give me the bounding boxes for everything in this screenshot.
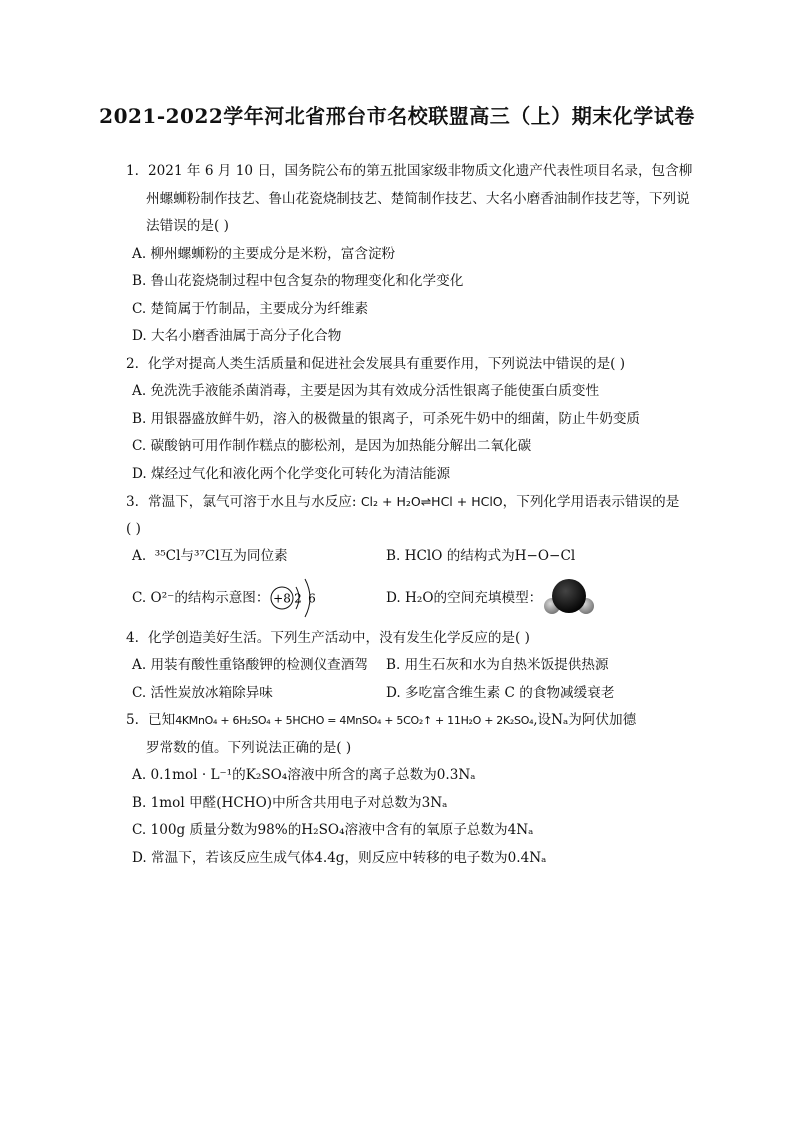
option-letter: A. <box>132 548 155 564</box>
question-3-line-2: ( ) <box>126 520 141 537</box>
oxygen-atom <box>552 579 586 613</box>
chemical-equation: 4KMnO₄ + 6H₂SO₄ + 5HCHO = 4MnSO₄ + 5CO₂↑ + 11H₂O + 2K₂SO₄ <box>175 714 534 727</box>
question-3-line-1 <box>126 488 696 516</box>
question-1-line-1 <box>126 158 696 186</box>
question-5-option-d: D. 常温下，若该反应生成气体4.4g，则反应中转移的电子数为0.4Nₐ <box>132 849 547 866</box>
question-4-options-ab <box>126 652 696 680</box>
question-3-option-c <box>126 571 386 625</box>
question-5-option-b: B. 1mol 甲醛(HCHO)中所含共用电子对总数为3Nₐ <box>132 794 448 811</box>
nucleus-charge: +8 <box>273 591 292 605</box>
question-1-option-a: A. 柳州螺蛳粉的主要成分是米粉，富含淀粉 <box>132 245 396 262</box>
question-3-option-a <box>126 543 386 571</box>
shell-1-electrons: 2 <box>294 591 303 605</box>
question-1-line-3: 法错误的是( ) <box>146 218 229 234</box>
option-text: C. O²⁻的结构示意图： <box>132 589 270 606</box>
chemical-equation: Cl₂ + H₂O⇌HCl + HClO <box>360 494 503 509</box>
question-4-line-1 <box>126 625 696 653</box>
question-text: 化学创造美好生活。下列生产活动中，没有发生化学反应的是( ) <box>148 629 530 646</box>
question-number: 3. <box>126 494 139 510</box>
oxygen-ion-structure-diagram <box>269 571 325 625</box>
question-4-option-b: B. 用生石灰和水为自热米饭提供热源 <box>386 657 609 673</box>
question-4-option-c: C. 活性炭放冰箱除异味 <box>132 684 273 701</box>
question-5-option-c: C. 100g 质量分数为98%的H₂SO₄溶液中含有的氧原子总数为4Nₐ <box>132 822 534 838</box>
question-text-tail: ，下列化学用语表示错误的是 <box>502 494 680 510</box>
question-text: 常温下，氯气可溶于水且与水反应: <box>148 494 361 510</box>
option-text: D. H₂O的空间充填模型： <box>386 589 543 606</box>
question-5-option-a: A. 0.1mol · L⁻¹的K₂SO₄溶液中所含的离子总数为0.3Nₐ <box>132 767 476 783</box>
question-number: 5. <box>126 712 139 728</box>
question-3-option-d <box>386 571 696 625</box>
question-2-option-a: A. 免洗洗手液能杀菌消毒，主要是因为其有效成分活性银离子能使蛋白质变性 <box>132 383 600 399</box>
question-1-option-d: D. 大名小磨香油属于高分子化合物 <box>132 328 342 344</box>
question-1-option-c: C. 楚简属于竹制品，主要成分为纤维素 <box>132 300 369 317</box>
question-1-line-2: 州螺蛳粉制作技艺、鲁山花瓷烧制技艺、楚简制作技艺、大名小磨香油制作技艺等，下列说 <box>146 190 690 207</box>
question-4-option-a: A. 用装有酸性重铬酸钾的检测仪查酒驾 <box>132 657 368 673</box>
question-list <box>126 158 696 872</box>
question-3-options-cd <box>126 571 696 625</box>
question-4-options-cd <box>126 680 696 708</box>
question-5-line-1 <box>126 707 696 735</box>
question-3-options-ab <box>126 543 696 571</box>
question-5-line-2: 罗常数的值。下列说法正确的是( ) <box>146 739 352 756</box>
question-2-line-1 <box>126 351 696 379</box>
question-number: 4. <box>126 629 139 646</box>
option-text: ³⁵Cl与³⁷Cl互为同位素 <box>154 548 288 564</box>
question-4-option-d: D. 多吃富含维生素 C 的食物减缓衰老 <box>386 684 615 701</box>
shell-2-electrons: 6 <box>308 591 317 605</box>
question-2-option-c: C. 碳酸钠可用作制作糕点的膨松剂，是因为加热能分解出二氧化碳 <box>132 438 532 454</box>
question-3-option-b: B. HClO 的结构式为H−O−Cl <box>386 548 576 564</box>
question-text: 2021 年 6 月 10 日，国务院公布的第五批国家级非物质文化遗产代表性项目名录，包含柳 <box>148 163 693 179</box>
water-space-filling-model <box>542 576 596 620</box>
question-number: 2. <box>126 355 139 372</box>
question-text-tail: ,设Nₐ为阿伏加德 <box>533 712 637 728</box>
question-2-option-d: D. 煤经过气化和液化两个化学变化可转化为清洁能源 <box>132 465 451 482</box>
page-title: 2021-2022学年河北省邢台市名校联盟高三（上）期末化学试卷 <box>99 104 695 128</box>
question-text: 化学对提高人类生活质量和促进社会发展具有重要作用，下列说法中错误的是( ) <box>148 355 626 372</box>
question-text: 已知 <box>148 712 176 728</box>
question-1-option-b: B. 鲁山花瓷烧制过程中包含复杂的物理变化和化学变化 <box>132 273 464 289</box>
question-number: 1. <box>126 163 139 179</box>
question-2-option-b: B. 用银器盛放鲜牛奶，溶入的极微量的银离子，可杀死牛奶中的细菌，防止牛奶变质 <box>132 410 641 427</box>
